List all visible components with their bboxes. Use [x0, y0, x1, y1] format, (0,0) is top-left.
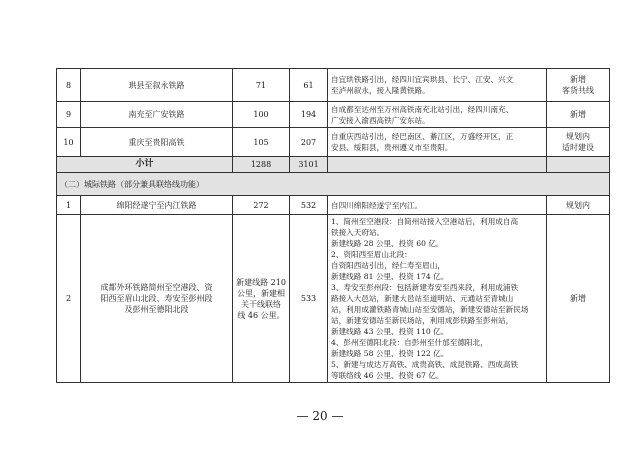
empty-cell [328, 157, 547, 173]
investment-value: 194 [290, 102, 328, 128]
route-line: 自资阳西站引出，经仁寿至眉山， [331, 261, 445, 270]
length-line: 新建线路 210 [236, 277, 286, 287]
empty-cell [547, 157, 610, 173]
route-line: 自成都至达州至万州高铁南充北站引出，经四川南充、 [331, 104, 514, 114]
route-line: 新建线路 58 公里、投资 122 亿。 [331, 349, 449, 358]
project-name: 绵阳经遂宁至内江铁路 [81, 196, 233, 215]
table-row [57, 196, 610, 215]
route-line: 1、简州至空港段：自简州站接入空港站后，利用成自高 [331, 217, 519, 226]
length-line: 公里，新建相 [237, 288, 285, 298]
length-value: 71 [233, 69, 290, 102]
route-line: 5、新建与成达万高铁、成贵高铁、成昆铁路、西成高铁 [331, 360, 519, 369]
table-body [57, 69, 610, 383]
table-row [57, 128, 610, 157]
route-line: 铁接入天府站。 [331, 228, 385, 237]
route-line: 广安接入渝西高铁广安东站。 [331, 115, 430, 125]
length-line: 关干线联络 [241, 299, 281, 309]
project-name: 珙县至叙永铁路 [81, 69, 233, 102]
section-heading-row [57, 173, 610, 196]
route-line: 自重庆西站引出，经巴南区、綦江区，万盛经开区，正 [331, 132, 514, 141]
name-line: 阳西至眉山北段、寿安至彭州段 [100, 294, 213, 303]
table-row [57, 215, 610, 383]
subtotal-row [57, 157, 610, 173]
row-number: 8 [57, 69, 81, 102]
route-line: 2、资阳西至眉山北段： [331, 250, 412, 259]
row-number: 9 [57, 102, 81, 128]
name-line: 及彭州至德阳北段 [124, 305, 189, 314]
investment-value: 61 [290, 69, 328, 102]
remark: 规划内 [547, 196, 610, 215]
table-row [57, 102, 610, 128]
row-number: 10 [57, 128, 81, 157]
project-name: 南充至广安铁路 [81, 102, 233, 128]
remark: 新增 [547, 215, 610, 383]
remark [547, 102, 610, 128]
route-line: 自宜珙铁路引出，经四川宜宾珙县、长宁、江安、兴文 [331, 75, 514, 84]
route-line: 安县、绥阳县，贵州遵义市至贵阳。 [331, 143, 453, 152]
route-description [328, 128, 547, 157]
investment-value: 533 [290, 215, 328, 383]
remark-line: 客货共线 [562, 86, 594, 95]
route-line: 站，利用成灌铁路青城山站至安德站，新建安德站至新民场 [331, 305, 529, 314]
remark [547, 128, 610, 157]
remark-line: 新增 [570, 110, 586, 119]
remark [547, 69, 610, 102]
section-title: （二）城际铁路（部分兼具联络线功能） [57, 173, 610, 196]
row-number: 1 [57, 196, 81, 215]
length-line: 线 46 公里。 [237, 310, 285, 320]
route-description [328, 69, 547, 102]
route-line: 站，新建安德站至新民场站，利用成彭铁路至彭州站， [331, 316, 514, 325]
route-line: 至泸州叙永，接入隆黄铁路。 [331, 86, 430, 95]
page-number: — 20 — [296, 409, 344, 423]
investment-value: 207 [290, 128, 328, 157]
investment-value: 532 [290, 196, 328, 215]
route-description [328, 215, 547, 383]
project-name: 重庆至贵阳高铁 [81, 128, 233, 157]
remark-line: 适时建设 [562, 143, 594, 152]
subtotal-length: 1288 [233, 157, 290, 173]
route-line: 4、彭州至德阳北段：自彭州至什邡至德阳北， [331, 338, 488, 347]
route-line: 等联络线 46 公里、投资 67 亿。 [331, 371, 444, 380]
length-value [233, 215, 290, 383]
length-value: 105 [233, 128, 290, 157]
length-value: 100 [233, 102, 290, 128]
subtotal-label: 小计 [57, 157, 233, 173]
route-line: 新建线路 43 公里、投资 110 亿。 [331, 327, 449, 336]
table-row [57, 69, 610, 102]
route-line: 新建线路 81 公里、投资 174 亿。 [331, 272, 449, 281]
remark-line: 规划内 [566, 132, 590, 141]
route-line: 3、寿安至彭州段：包括新建寿安至西来段，利用成浦铁 [331, 283, 519, 292]
project-name [81, 215, 233, 383]
subtotal-investment: 3101 [290, 157, 328, 173]
route-line: 路接入大邑站，新建大邑站至道明站、元通站至青城山 [331, 294, 514, 303]
railway-project-table [56, 68, 610, 383]
remark-line: 新增 [570, 75, 586, 84]
length-value: 272 [233, 196, 290, 215]
route-line: 新建线路 28 公里、投资 60 亿。 [331, 239, 444, 248]
route-description: 自四川绵阳经遂宁至内江。 [328, 196, 547, 215]
route-description [328, 102, 547, 128]
name-line: 成都外环铁路简州至空港段、资 [100, 283, 213, 292]
row-number: 2 [57, 215, 81, 383]
